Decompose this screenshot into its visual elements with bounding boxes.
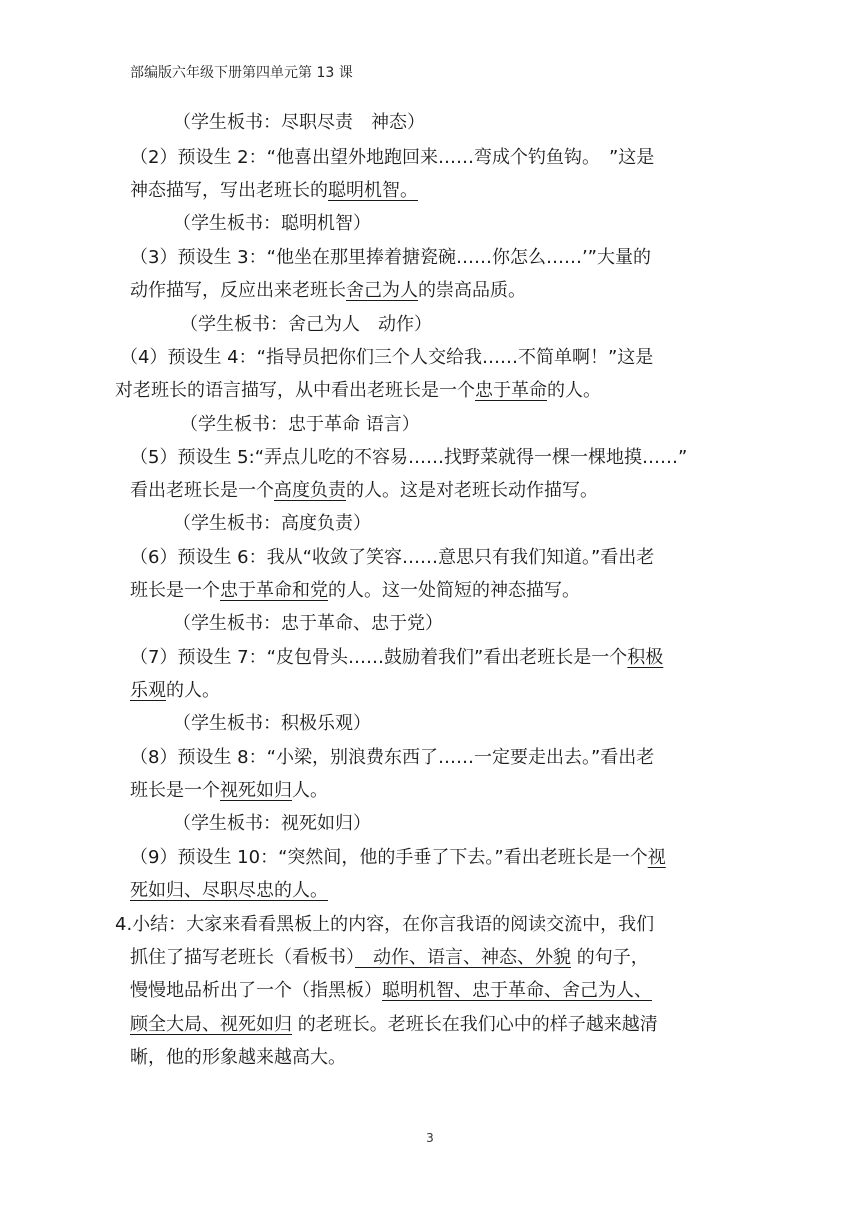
underlined-phrase: 高度负责 [274, 480, 346, 501]
underlined-phrase: 忠于革命 [475, 380, 547, 401]
text-line: 顾全大局、视死如归 的老班长。老班长在我们心中的样子越来越清 [130, 1014, 658, 1035]
text-line: （6）预设生 6：我从“收敛了笑容……意思只有我们知道。”看出老 [130, 547, 655, 568]
underlined-phrase: 顾全大局、视死如归 [130, 1014, 292, 1035]
text-line: 对老班长的语言描写，从中看出老班长是一个忠于革命的人。 [115, 380, 601, 401]
text-line: （学生板书：视死如归） [173, 813, 371, 834]
text-line: 晰，他的形象越来越高大。 [130, 1047, 346, 1068]
page-header: 部编版六年级下册第四单元第 13 课 [130, 65, 353, 81]
text-line: （5）预设生 5:“弄点儿吃的不容易……找野菜就得一棵一棵地摸……” [130, 447, 688, 468]
text-line: 班长是一个视死如归人。 [130, 780, 328, 801]
text-line: （学生板书：忠于革命、忠于党） [173, 613, 443, 634]
underlined-phrase: 聪明机智、忠于革命、舍己为人、 [382, 980, 652, 1001]
underlined-phrase: 动作、语言、神态、外貌 [355, 947, 571, 968]
text-line [130, 879, 328, 903]
text-line: （学生板书：尽职尽责 神态） [173, 112, 425, 133]
text-line: （学生板书：舍己为人 动作） [180, 314, 432, 335]
text-line: （3）预设生 3：“他坐在那里捧着搪瓷碗……你怎么……’”大量的 [130, 247, 651, 268]
underlined-phrase: 积极 [627, 647, 664, 668]
text-line: 神态描写，写出老班长的聪明机智。 [130, 180, 418, 201]
text-line: （8）预设生 8：“小梁，别浪费东西了……一定要走出去。”看出老 [130, 747, 655, 768]
text-line: （学生板书：积极乐观） [173, 713, 371, 734]
text-line: （学生板书：忠于革命 语言） [180, 414, 420, 435]
underlined-phrase: 死如归、尽职尽忠的人。 [130, 880, 328, 901]
text-line: 4.小结：大家来看看黑板上的内容，在你言我语的阅读交流中，我们 [115, 914, 655, 935]
underlined-phrase: 视死如归 [220, 780, 292, 801]
text-line: 看出老班长是一个高度负责的人。这是对老班长动作描写。 [130, 480, 598, 501]
underlined-phrase: 舍己为人 [346, 280, 418, 301]
text-line: （9）预设生 10：“突然间，他的手垂了下去。”看出老班长是一个视 [130, 847, 666, 868]
underlined-phrase: 视 [647, 847, 666, 868]
underlined-phrase: 忠于革命和党 [220, 580, 328, 601]
text-line: 动作描写，反应出来老班长舍己为人的崇高品质。 [130, 280, 526, 301]
underlined-phrase: 聪明机智。 [328, 180, 418, 201]
text-line: 抓住了描写老班长（看板书） 动作、语言、神态、外貌 的句子， [130, 947, 649, 968]
text-line: （学生板书：高度负责） [173, 513, 371, 534]
text-line: （4）预设生 4：“指导员把你们三个人交给我……不简单啊！”这是 [120, 347, 654, 368]
page-number: 3 [426, 1131, 434, 1145]
text-line: （2）预设生 2：“他喜出望外地跑回来……弯成个钓鱼钩。 ”这是 [130, 147, 655, 168]
text-line: （学生板书：聪明机智） [173, 213, 371, 234]
underlined-phrase: 乐观 [130, 680, 166, 701]
text-line: 班长是一个忠于革命和党的人。这一处简短的神态描写。 [130, 580, 580, 601]
text-line: 慢慢地品析出了一个（指黑板）聪明机智、忠于革命、舍己为人、 [130, 980, 652, 1001]
text-line: （7）预设生 7：“皮包骨头……鼓励着我们”看出老班长是一个积极 [130, 647, 664, 668]
text-line: 乐观的人。 [130, 680, 220, 701]
